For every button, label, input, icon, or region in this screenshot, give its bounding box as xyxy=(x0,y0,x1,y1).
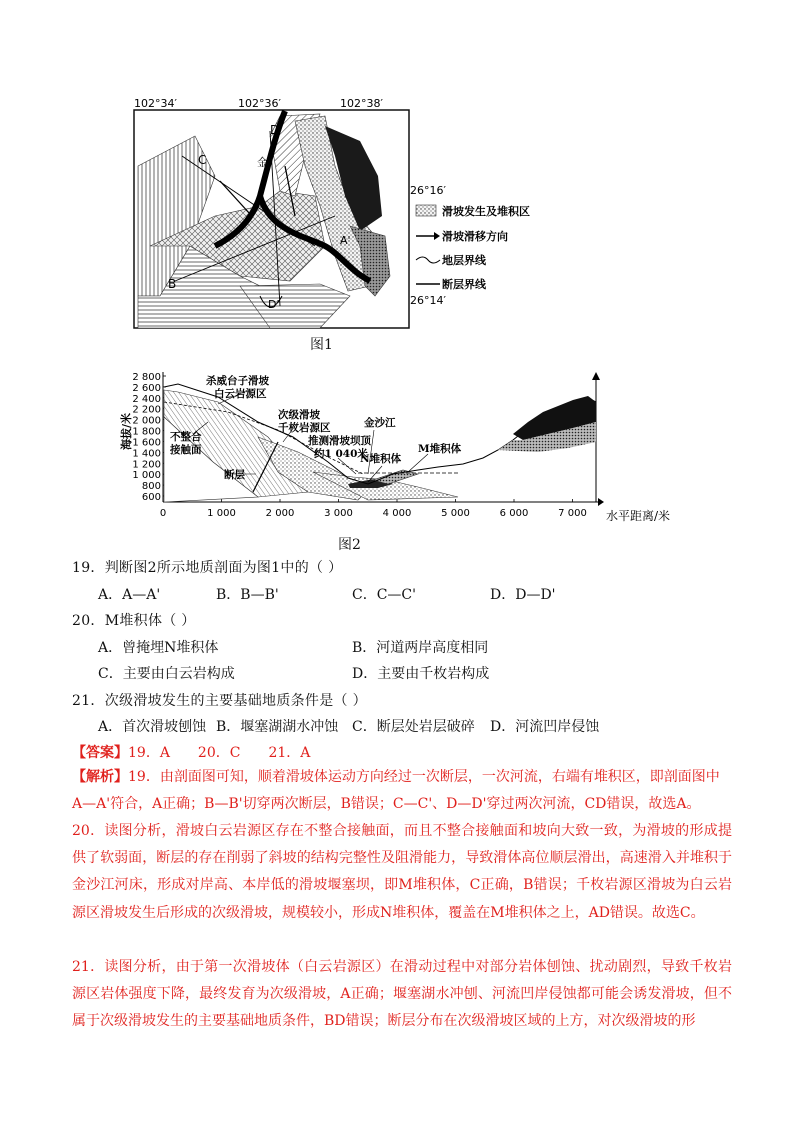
legend-stratum-line-icon xyxy=(416,257,440,263)
analysis-20: 20．读图分析，滑坡白云岩源区存在不整合接触面，而且不整合接触面和坡向大致一致，为滑坡的形成提供了软弱面，断层的存在削弱了斜坡的结构完整性及阻滑能力，导致滑体高位顺层滑出，高速滑入并堆积于金沙江河床，形成对岸高、本岸低的滑坡堰塞坝，即M堆积体，C正确，B错误；千枚岩源区滑坡为白云岩源区滑坡发生后形成的次级滑坡，规模较小，形成N堆积体，覆盖在M堆积体之上，AD错误。故选C。 xyxy=(72,823,732,921)
coord-top-3: 102°38′ xyxy=(340,97,383,110)
question-21-option-a: A．首次滑坡刨蚀 xyxy=(98,719,207,735)
y-tick-label: 2 600 xyxy=(132,382,161,394)
analysis-19-rest: A—A'符合，A正确；B—B'切穿两次断层，B错误；C—C'、D—D'穿过两次河流，CD错误，故选A。 xyxy=(72,796,701,813)
x-tick-label: 1 000 xyxy=(207,508,236,519)
y-tick-label: 1 000 xyxy=(132,470,161,482)
question-19-option-d: D．D—D' xyxy=(490,587,556,603)
map-label-b: B xyxy=(168,277,177,291)
y-tick-label: 1 200 xyxy=(132,459,161,471)
map-label-c: C xyxy=(198,153,207,167)
y-tick-label: 2 800 xyxy=(132,372,161,383)
y-tick-label: 600 xyxy=(141,492,161,503)
x-axis-arrow-icon xyxy=(598,498,604,506)
y-tick-label: 1 800 xyxy=(132,426,161,438)
legend-stratum-boundary: 地层界线 xyxy=(442,254,486,267)
figure1-map xyxy=(120,96,540,332)
y-tick-label: 1 400 xyxy=(132,448,161,460)
annot-fault: 断层 xyxy=(224,469,245,481)
y-tick-label: 1 600 xyxy=(132,437,161,449)
annot-jinsha-river: 金沙江 xyxy=(364,417,396,429)
figure2-section xyxy=(118,362,698,530)
figure1-caption: 图1 xyxy=(310,337,333,353)
x-tick-label: 5 000 xyxy=(441,508,470,519)
x-tick-label: 3 000 xyxy=(324,508,353,519)
map-label-a-prime: A' xyxy=(340,234,351,247)
analysis-19 xyxy=(72,764,732,818)
legend-slide-area: 滑坡发生及堆积区 xyxy=(442,205,530,218)
coord-right-1: 26°16′ xyxy=(410,184,446,197)
question-20-option-d: D．主要由千枚岩构成 xyxy=(352,666,490,682)
annot-dam-top: 推测滑坡坝顶 xyxy=(308,435,371,447)
y-axis-label: 海拔/米 xyxy=(120,412,133,450)
x-tick-label: 6 000 xyxy=(499,508,529,519)
y-tick-label: 800 xyxy=(141,481,161,493)
answer-text: 19．A 20．C 21．A xyxy=(128,745,311,761)
legend-slide-direction: 滑坡滑移方向 xyxy=(442,230,508,243)
question-20-option-b: B．河道两岸高度相同 xyxy=(352,640,489,656)
x-tick-label: 4 000 xyxy=(382,508,412,519)
annot-unconformity-2: 接触面 xyxy=(170,444,202,456)
x-tick-label: 2 000 xyxy=(265,508,295,519)
annot-secondary-slide: 次级滑坡 xyxy=(278,409,320,421)
question-21-option-d: D．河流凹岸侵蚀 xyxy=(490,719,600,735)
coord-right-2: 26°14′ xyxy=(410,294,446,307)
figure2-caption: 图2 xyxy=(338,537,361,553)
legend-fault-boundary: 断层界线 xyxy=(442,278,486,291)
coord-top-2: 102°36′ xyxy=(238,97,281,110)
x-tick-label: 7 000 xyxy=(558,508,587,519)
annot-dam-elevation: 约1 040米 xyxy=(314,448,368,460)
right-axis-arrow-icon xyxy=(592,372,600,380)
annot-n-deposit: N堆积体 xyxy=(360,453,402,465)
coord-top-1: 102°34′ xyxy=(134,97,177,110)
legend-arrow-icon xyxy=(416,232,440,240)
analysis-label: 【解析】 xyxy=(72,769,128,785)
question-19-option-b: B．B—B' xyxy=(216,587,279,603)
map-label-jin: 金 xyxy=(257,156,268,169)
question-20-option-a: A．曾掩埋N堆积体 xyxy=(98,640,219,656)
question-20-stem: 20．M堆积体（ ） xyxy=(72,613,196,629)
legend-swatch-slide-area xyxy=(416,205,436,216)
question-20-option-c: C．主要由白云岩构成 xyxy=(98,666,235,682)
answer-label: 【答案】 xyxy=(72,745,128,761)
x-tick-label: 0 xyxy=(159,508,167,519)
x-axis-label: 水平距离/米 xyxy=(606,509,671,523)
annot-dolomite-source: 白云岩源区 xyxy=(214,388,267,400)
y-tick-label: 2 000 xyxy=(132,415,161,427)
question-21-stem: 21．次级滑坡发生的主要基础地质条件是（ ） xyxy=(72,693,367,709)
analysis-21: 21．读图分析，由于第一次滑坡体（白云岩源区）在滑动过程中对部分岩体刨蚀、扰动剧烈，导致千枚岩源区岩体强度下降，最终发育为次级滑坡，A正确；堰塞湖水冲刨、河流凹岸侵蚀都可能会诱发滑坡，但不属于次级滑坡发生的主要基础地质条件，BD错误；断层分布在次级滑坡区域的上方，对次级滑坡的形 xyxy=(72,959,732,1030)
annot-phyllite-source: 千枚岩源区 xyxy=(278,422,331,434)
question-19-option-c: C．C—C' xyxy=(352,587,416,603)
question-21-option-b: B．堰塞湖湖水冲蚀 xyxy=(216,719,339,735)
analysis-19-first: 19．由剖面图可知，顺着滑坡体运动方向经过一次断层，一次河流，右端有堆积区，即剖面图中 xyxy=(128,769,720,785)
question-21-option-c: C．断层处岩层破碎 xyxy=(352,719,475,735)
annot-shaweitaizi-slide: 杀威台子滑坡 xyxy=(206,375,269,387)
question-19-stem: 19．判断图2所示地质剖面为图1中的（ ） xyxy=(72,560,343,576)
map-label-d-prime: D' xyxy=(268,298,280,311)
answer-line xyxy=(72,742,310,762)
map-label-d: D xyxy=(270,123,280,137)
y-tick-label: 2 200 xyxy=(132,404,161,416)
annot-unconformity-1: 不整合 xyxy=(170,431,202,443)
y-tick-label: 2 400 xyxy=(132,393,161,405)
question-19-option-a: A．A—A' xyxy=(98,587,161,603)
annot-m-deposit: M堆积体 xyxy=(418,443,462,455)
